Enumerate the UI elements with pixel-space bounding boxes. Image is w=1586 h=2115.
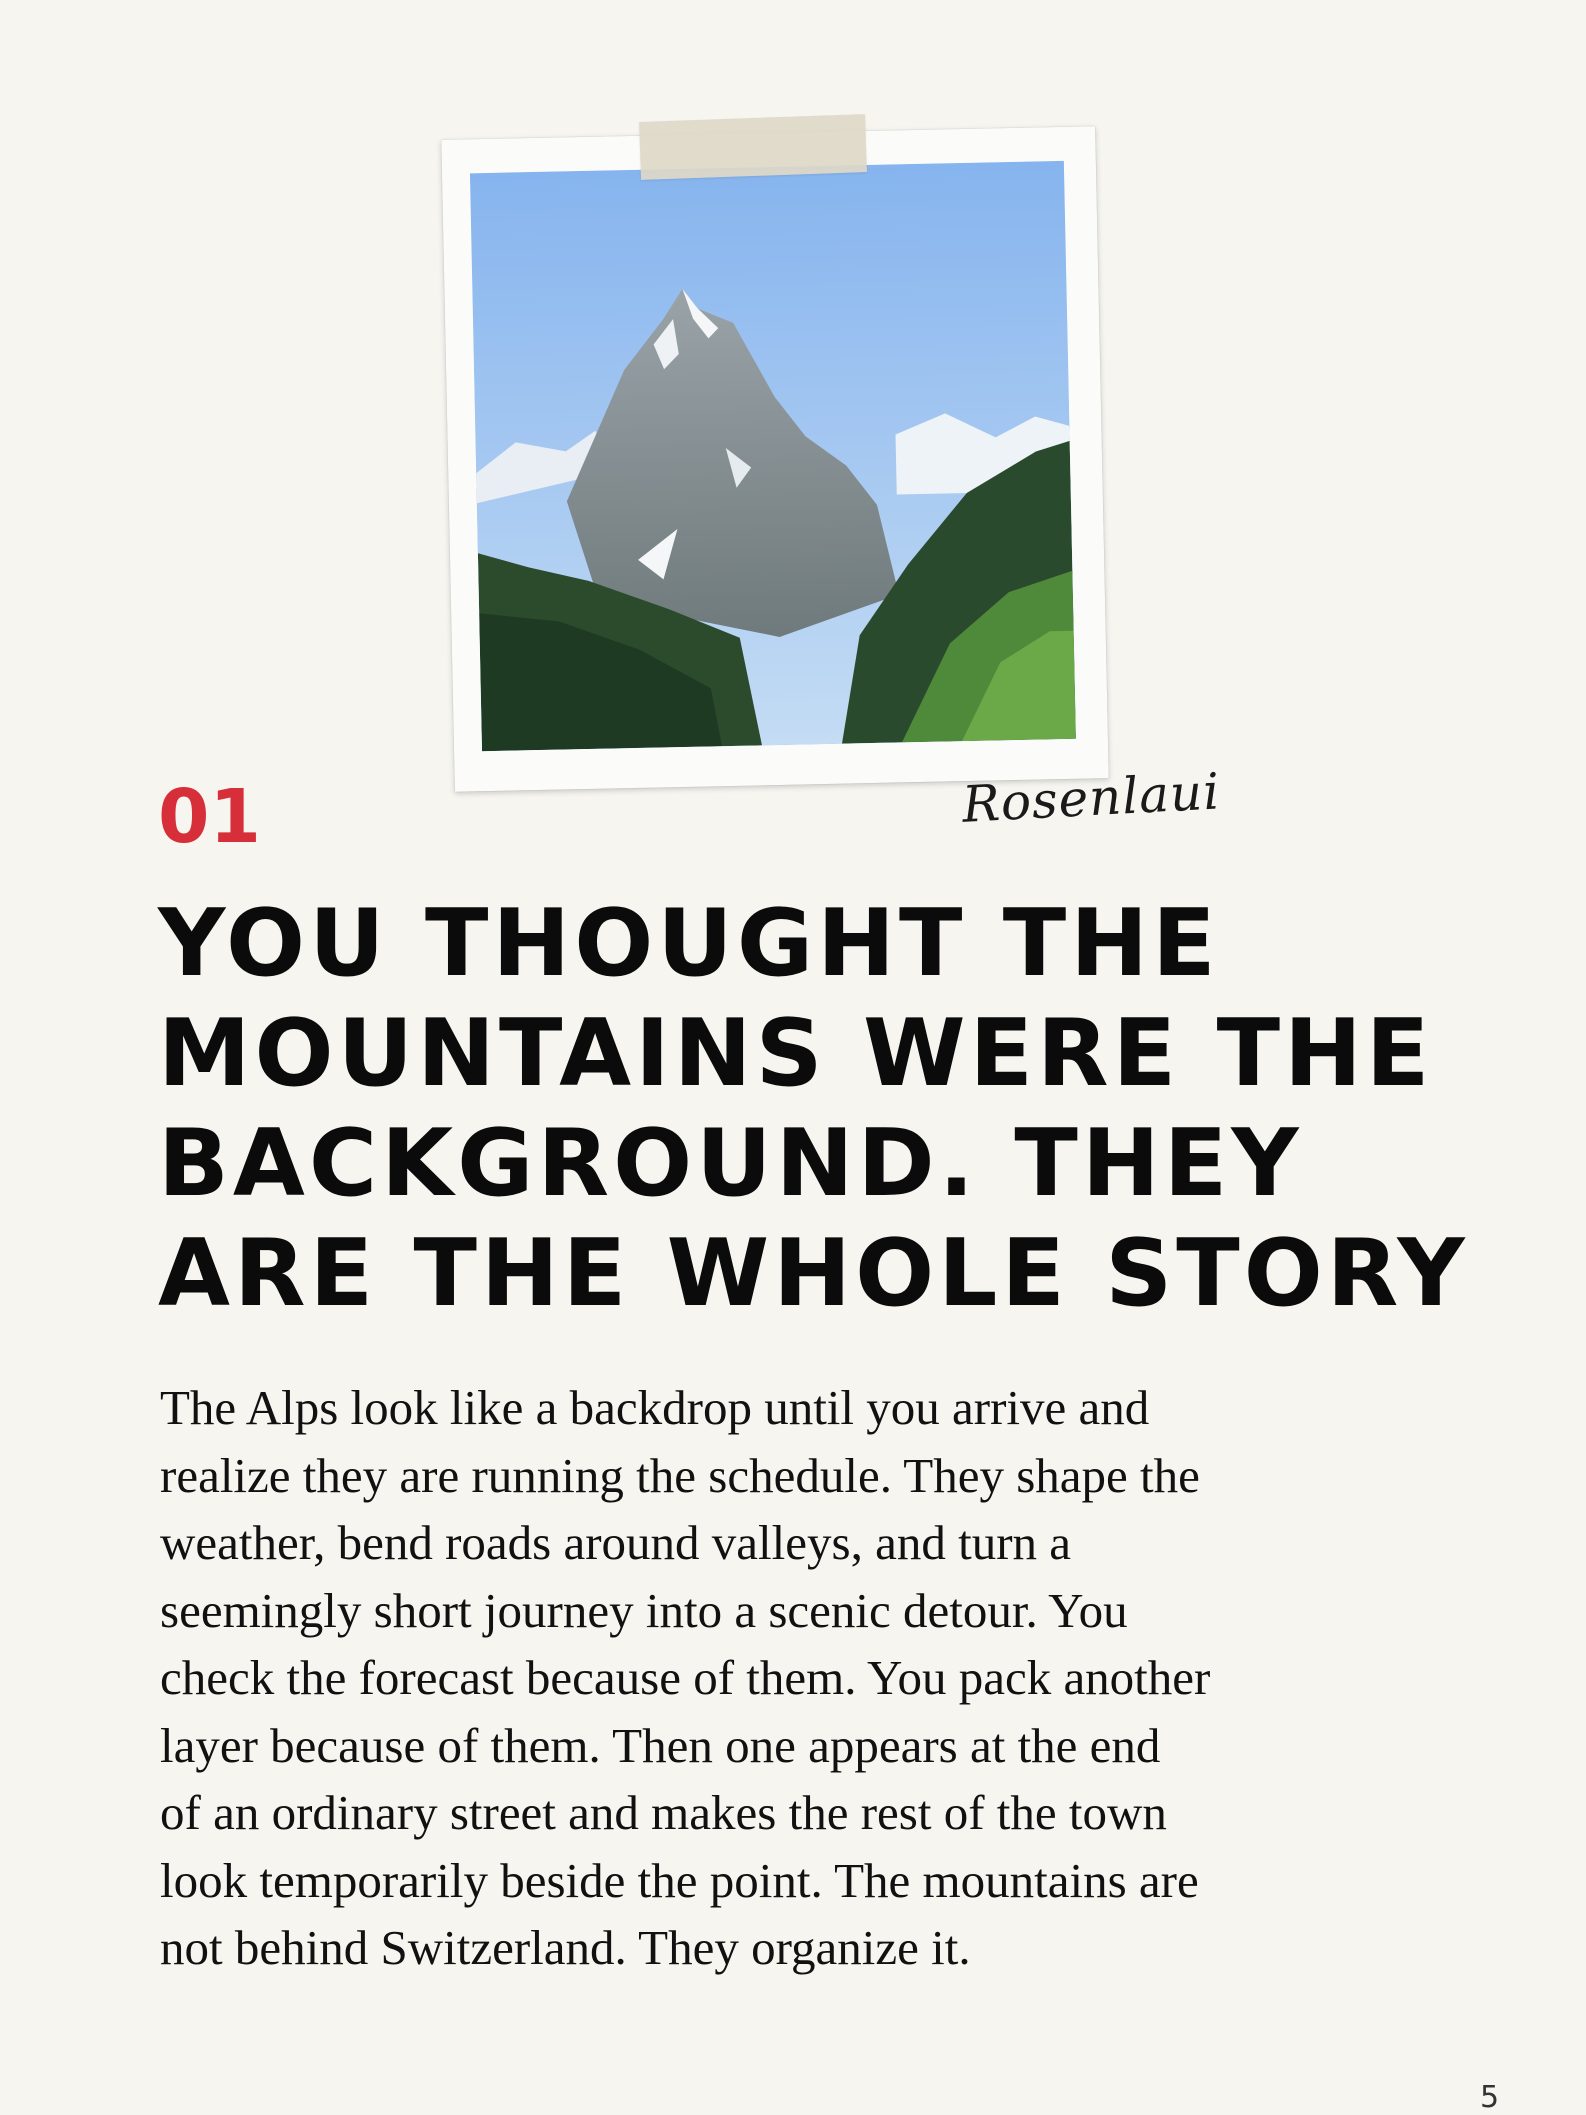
polaroid-frame xyxy=(441,126,1109,792)
mountain-photo xyxy=(470,161,1076,751)
body-line: The Alps look like a backdrop until you arrive and xyxy=(160,1380,1150,1435)
tape-strip xyxy=(639,114,867,180)
body-line: not behind Switzerland. They organize it. xyxy=(160,1920,971,1975)
body-line: seemingly short journey into a scenic detour. You xyxy=(160,1582,1128,1638)
headline-line: BACKGROUND. THEY xyxy=(158,1109,1303,1217)
headline-line: MOUNTAINS WERE THE xyxy=(158,999,1434,1107)
page-number: 5 xyxy=(1480,2080,1500,2115)
body-line: layer because of them. Then one appears at the end xyxy=(160,1717,1161,1773)
body-line: of an ordinary street and makes the rest of the town xyxy=(160,1785,1167,1840)
photo-caption: Rosenlaui xyxy=(960,762,1222,834)
headline-line: ARE THE WHOLE STORY xyxy=(158,1219,1469,1327)
headline-line: YOU THOUGHT THE xyxy=(158,889,1220,997)
body-paragraph xyxy=(160,1374,1460,1982)
body-line: look temporarily beside the point. The mountains are xyxy=(160,1852,1199,1908)
mountain-illustration xyxy=(470,161,1076,751)
headline xyxy=(158,888,1538,1328)
section-number: 01 xyxy=(158,774,261,860)
body-line: check the forecast because of them. You pack another xyxy=(160,1650,1211,1705)
body-line: weather, bend roads around valleys, and turn a xyxy=(160,1515,1072,1570)
body-line: realize they are running the schedule. They shape the xyxy=(160,1447,1200,1503)
